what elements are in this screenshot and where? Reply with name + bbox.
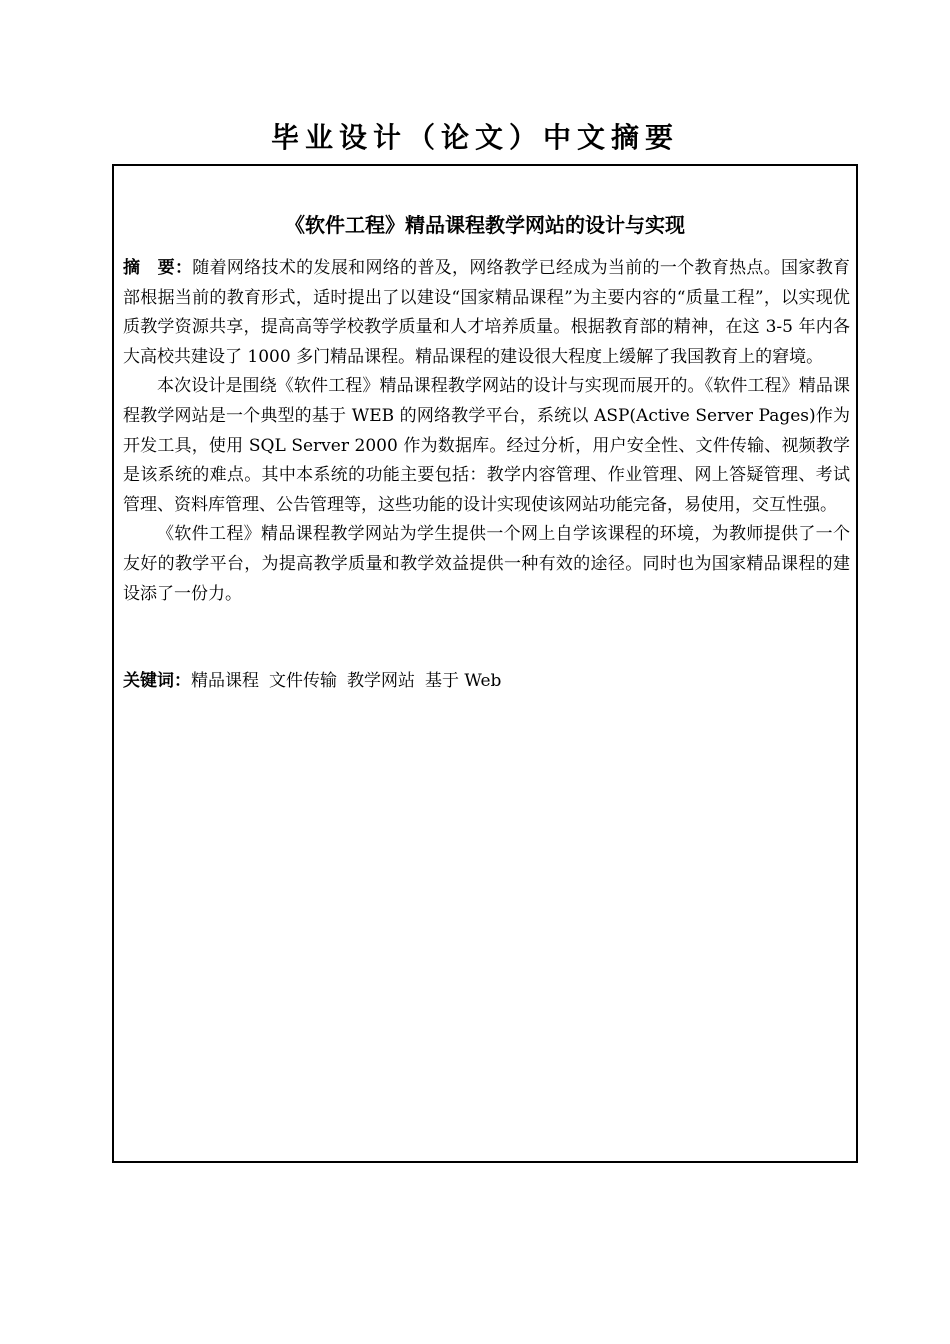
abstract-paragraph-3: 《软件工程》精品课程教学网站为学生提供一个网上自学该课程的环境，为教师提供了一个友好的教学平台，为提高教学质量和教学效益提供一种有效的途径。同时也为国家精品课程的建设添了一份力。 (123, 524, 850, 604)
abstract-body (123, 254, 850, 609)
abstract-paragraph-1-text: 随着网络技术的发展和网络的普及，网络教学已经成为当前的一个教育热点。国家教育部根据当前的教育形式，适时提出了以建设“国家精品课程”为主要内容的“质量工程”，以实现优质教学资源共享，提高高等学校教学质量和人才培养质量。根据教育部的精神，在这 3-5 年内各大高校共建设了 1000 多门精品课程。精品课程的建设很大程度上缓解了我国教育上的窘境。 (123, 258, 851, 367)
thesis-title: 《软件工程》精品课程教学网站的设计与实现 (285, 213, 685, 237)
page-title: 毕业设计（论文）中文摘要 (270, 121, 679, 154)
keyword-item: 精品课程 (191, 671, 259, 691)
keywords-line (123, 666, 850, 696)
abstract-label: 摘 要： (123, 258, 193, 278)
keyword-item: 教学网站 (347, 671, 415, 691)
keyword-item: 基于 Web (425, 671, 502, 691)
keyword-item: 文件传输 (269, 671, 337, 691)
keywords-label: 关键词： (123, 671, 191, 691)
abstract-frame (112, 164, 858, 1163)
abstract-paragraph-1 (123, 254, 850, 372)
abstract-paragraph-2: 本次设计是围绕《软件工程》精品课程教学网站的设计与实现而展开的。《软件工程》精品课程教学网站是一个典型的基于 WEB 的网络教学平台，系统以 ASP(Active Server Pages)作为开发工具，使用 SQL Server 2000 作为数据库。经过分析，用户安全性、文件传输、视频教学是该系统的难点。其中本系统的功能主要包括：教学内容管理、作业管理、网上答疑管理、考试管理、资料库管理、公告管理等，这些功能的设计实现使该网站功能完备，易使用，交互性强。 (123, 376, 850, 515)
